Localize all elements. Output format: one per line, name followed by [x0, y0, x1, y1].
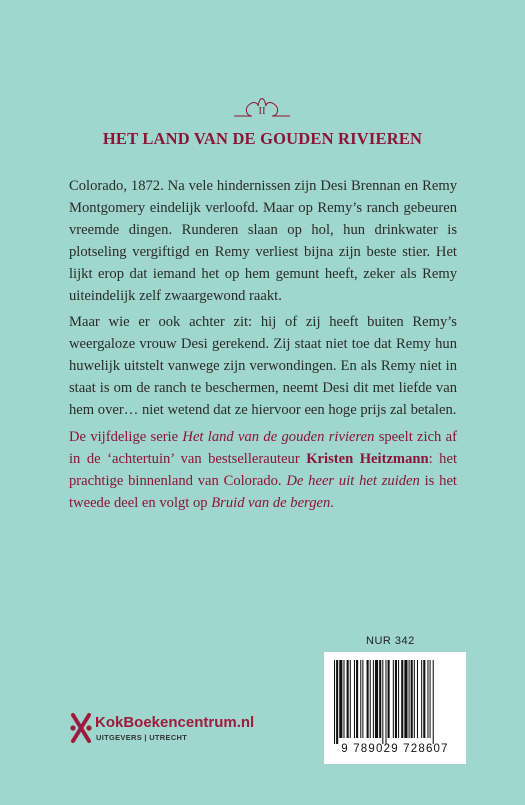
p3-text-5: . — [330, 495, 334, 511]
p3-text-2: speelt zich af in de ‘achtertuin’ van bestsellerauteur — [69, 429, 457, 467]
series-name: Het land van de gouden rivieren — [182, 429, 375, 445]
publisher-name: KokBoekencentrum.nl — [95, 714, 255, 731]
publisher-logo-icon — [69, 711, 93, 745]
p3-text-4: is het tweede deel en volgt op — [69, 473, 457, 511]
series-title: HET LAND VAN DE GOUDEN RIVIEREN — [102, 129, 423, 148]
author-name: Kristen Heitzmann — [306, 451, 429, 467]
nur-code: NUR 342 — [366, 635, 415, 647]
isbn-number: 9 789029 728607 — [341, 743, 449, 755]
publisher-subline: UITGEVERS | UTRECHT — [96, 733, 188, 742]
p3-text-3: : het prachtige binnenland van Colorado. — [69, 451, 457, 489]
ornament-numeral-frame — [232, 90, 292, 120]
series-numeral: II — [258, 105, 266, 117]
barcode — [324, 652, 466, 764]
blurb-paragraph-2: Maar wie er ook achter zit: hij of zij heeft buiten Remy’s weergaloze vrouw Desi gerekend. Zij staat niet toe dat Remy hun huwelijk uitstelt vanwege zijn verwondingen. En als Remy niet in staat is om de ranch te beschermen, neemt Desi dit met liefde van hem over… niet wetend dat ze hiervoor een hoge prijs zal betalen. — [69, 314, 457, 418]
p3-text-1: De vijfdelige serie — [69, 429, 183, 445]
barcode-bars — [330, 660, 460, 744]
previous-book-title: Bruid van de bergen — [211, 495, 331, 511]
publisher-logo — [69, 711, 279, 751]
blurb-paragraph-3 — [69, 426, 457, 514]
blurb-paragraph-1: Colorado, 1872. Na vele hindernissen zijn Desi Brennan en Remy Montgomery eindelijk verloofd. Maar op Remy’s ranch gebeuren vreemde dingen. Runderen slaan op hol, hun drinkwater is plotseling vergiftigd en Remy verliest bijna zijn beste stier. Het lijkt erop dat iemand het op hem gemunt heeft, zeker als Remy uiteindelijk zelf zwaargewond raakt. — [69, 178, 457, 304]
book-title: De heer uit het zuiden — [286, 473, 420, 489]
